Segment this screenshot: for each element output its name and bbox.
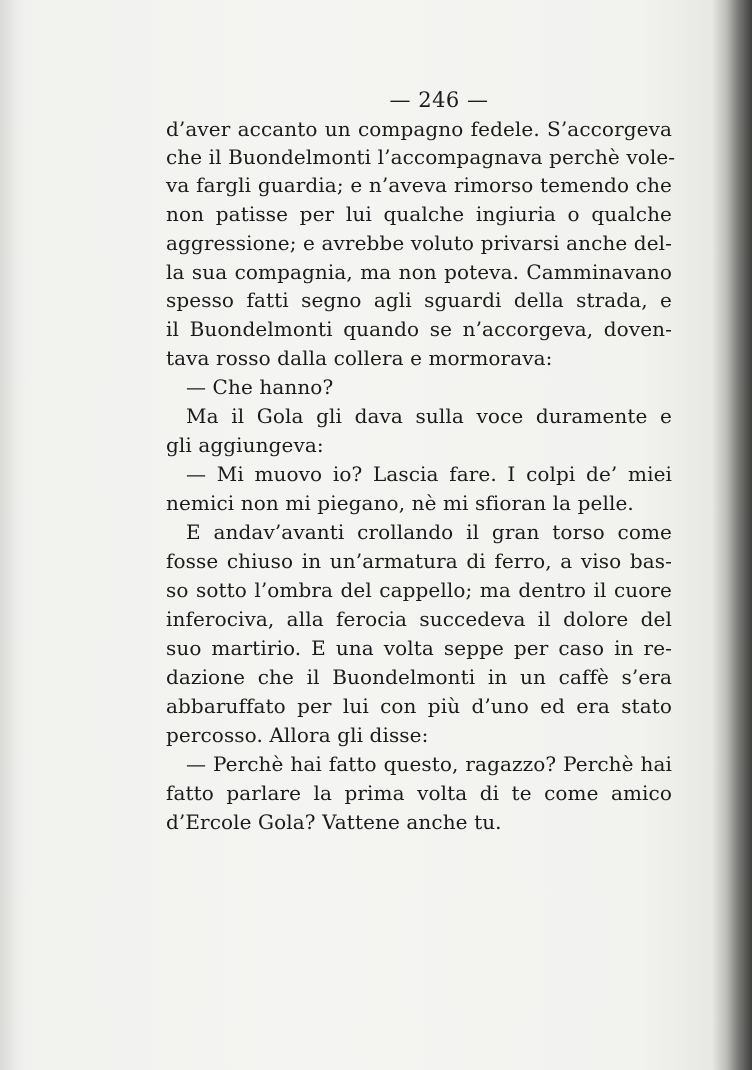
text-line: non patisse per lui qualche ingiuria o qualche [166, 202, 672, 226]
text-line: va fargli guardia; e n’aveva rimorso temendo che [166, 173, 672, 197]
text-line: Ma il Gola gli dava sulla voce duramente e [186, 404, 672, 428]
text-line: percosso. Allora gli disse: [166, 723, 429, 747]
text-line: il Buondelmonti quando se n’accorgeva, doven- [166, 317, 672, 341]
text-line: dazione che il Buondelmonti in un caffè s’era [166, 665, 672, 689]
text-line: E andav’avanti crollando il gran torso come [186, 520, 672, 544]
text-line: nemici non mi piegano, nè mi sfioran la pelle. [166, 491, 634, 515]
text-line: aggressione; e avrebbe voluto privarsi anche del- [166, 231, 672, 255]
text-line: d’aver accanto un compagno fedele. S’accorgeva [166, 117, 672, 141]
text-line: che il Buondelmonti l’accompagnava perchè vole- [166, 145, 676, 169]
page-number: — 246 — [389, 88, 489, 112]
dialogue-line: — Che hanno? [186, 375, 334, 399]
text-line: suo martirio. E una volta seppe per caso in re- [166, 636, 672, 660]
dialogue-line: — Mi muovo io? Lascia fare. I colpi de’ miei [186, 462, 672, 486]
text-line: spesso fatti segno agli sguardi della strada, e [166, 288, 672, 312]
text-line: la sua compagnia, ma non poteva. Camminavano [166, 260, 672, 284]
text-line: inferociva, alla ferocia succedeva il dolore del [166, 607, 672, 631]
dialogue-line: — Perchè hai fatto questo, ragazzo? Perchè hai [186, 752, 672, 776]
text-line: fosse chiuso in un’armatura di ferro, a viso bas- [166, 549, 672, 573]
text-line: d’Ercole Gola? Vattene anche tu. [166, 810, 502, 834]
text-line: tava rosso dalla collera e mormorava: [166, 346, 553, 370]
text-line: fatto parlare la prima volta di te come amico [166, 781, 672, 805]
page-edge-shadow [712, 0, 752, 1070]
text-line: so sotto l’ombra del cappello; ma dentro il cuore [166, 578, 672, 602]
text-line: abbaruffato per lui con più d’uno ed era stato [166, 694, 672, 718]
text-line: gli aggiungeva: [166, 433, 324, 457]
page-binding-shadow [0, 0, 26, 1070]
